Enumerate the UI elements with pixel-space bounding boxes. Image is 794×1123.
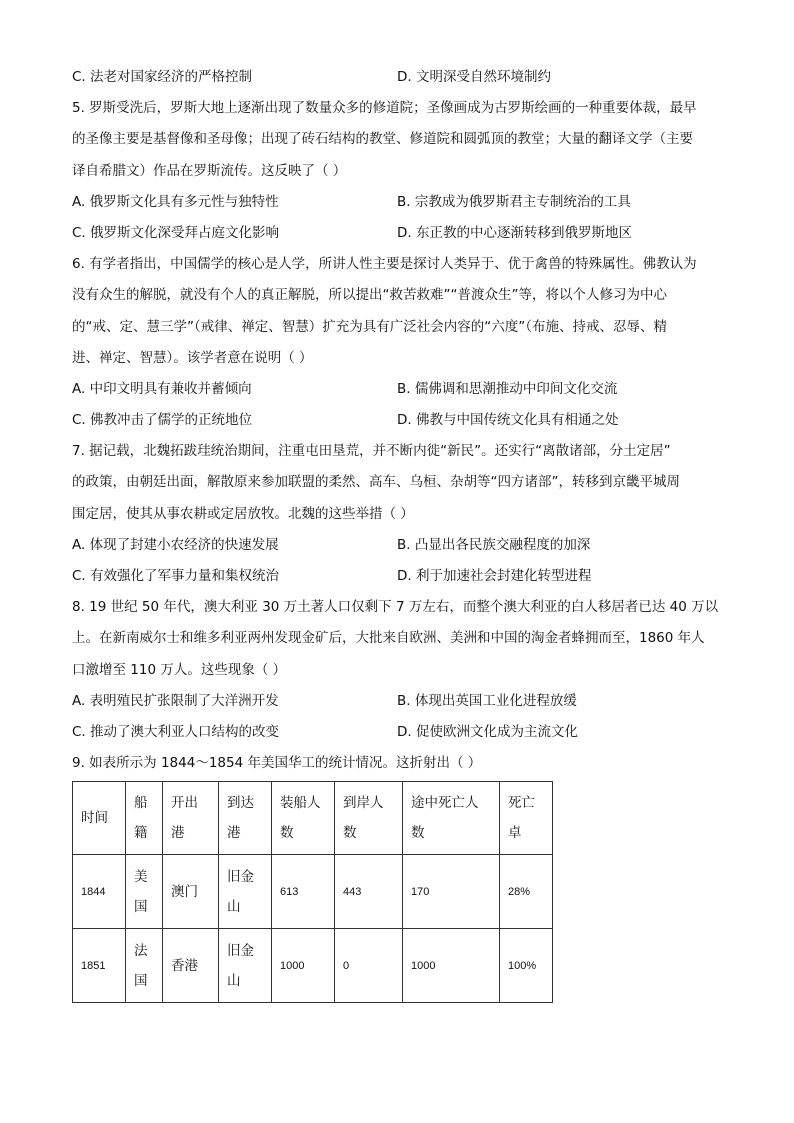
table-cell: 613 bbox=[272, 855, 335, 929]
q5-options-ab bbox=[72, 187, 722, 218]
question-stem-line: 译自希腊文）作品在罗斯流传。这反映了（ ） bbox=[72, 162, 347, 179]
header-cell: 船籍 bbox=[126, 782, 163, 855]
q5-option-a: A. 俄罗斯文化具有多元性与独特性 bbox=[72, 193, 279, 210]
q7-option-b: B. 凸显出各民族交融程度的加深 bbox=[397, 536, 591, 553]
table-cell: 1000 bbox=[403, 929, 500, 1003]
table-cell: 旧金山 bbox=[219, 855, 272, 929]
q8-option-d: D. 促使欧洲文化成为主流文化 bbox=[397, 723, 578, 740]
table-header-row bbox=[73, 782, 553, 855]
question-stem-line: 围定居，使其从事农耕或定居放牧。北魏的这些举措（ ） bbox=[72, 505, 414, 522]
q4-option-d: D. 文明深受自然环境制约 bbox=[397, 69, 551, 85]
table-cell: 香港 bbox=[163, 929, 219, 1003]
q5-option-b: B. 宗教成为俄罗斯君主专制统治的工具 bbox=[397, 193, 631, 210]
q6-options-cd bbox=[72, 405, 722, 436]
question-stem-line: 7. 据记载，北魏拓跋珪统治期间，注重屯田垦荒，并不断内徙“新民”。还实行“离散诸部，分土定居” bbox=[72, 443, 671, 460]
table-cell: 旧金山 bbox=[219, 929, 272, 1003]
q7-option-d: D. 利于加速社会封建化转型进程 bbox=[397, 568, 592, 584]
table-row bbox=[73, 929, 553, 1003]
question-stem-line: 6. 有学者指出，中国儒学的核心是人学，所讲人性主要是探讨人类异于、优于禽兽的特殊属性。佛教认为 bbox=[72, 256, 697, 273]
header-cell: 途中死亡人数 bbox=[403, 782, 500, 855]
q8-options-ab bbox=[72, 686, 722, 717]
question-stem-line: 的政策，由朝廷出面，解散原来参加联盟的柔然、高车、乌桓、杂胡等“四方诸部”，转移到京畿平城周 bbox=[72, 474, 680, 491]
q6-option-c: C. 佛教冲击了儒学的正统地位 bbox=[72, 412, 253, 429]
question-7 bbox=[72, 436, 722, 592]
header-cell: 开出港 bbox=[163, 782, 219, 855]
question-stem-line: 的“戒、定、慧三学”（戒律、禅定、智慧）扩充为具有广泛社会内容的“六度”（布施、持戒、忍辱、精 bbox=[72, 318, 667, 335]
header-cell: 到岸人数 bbox=[335, 782, 403, 855]
header-cell: 到达港 bbox=[219, 782, 272, 855]
q7-option-a: A. 体现了封建小农经济的快速发展 bbox=[72, 536, 279, 553]
q5-option-c: C. 俄罗斯文化深受拜占庭文化影响 bbox=[72, 224, 280, 241]
question-stem-line: 没有众生的解脱，就没有个人的真正解脱，所以提出“救苦救难”“普渡众生”等，将以个人修习为中心 bbox=[72, 287, 667, 304]
header-cell: 时间 bbox=[73, 782, 126, 855]
question-5 bbox=[72, 93, 722, 249]
q5-options-cd bbox=[72, 218, 722, 249]
table-cell: 1851 bbox=[73, 929, 126, 1003]
q6-option-a: A. 中印文明具有兼收并蓄倾向 bbox=[72, 380, 252, 397]
question-9 bbox=[72, 748, 722, 1003]
question-stem-line: 的圣像主要是基督像和圣母像；出现了砖石结构的教堂、修道院和圆弧顶的教堂；大量的翻译文学（主要 bbox=[72, 131, 693, 148]
question-stem-line: 上。在新南威尔士和维多利亚两州发现金矿后，大批来自欧洲、美洲和中国的淘金者蜂拥而至，1860 年人 bbox=[72, 630, 705, 647]
table-row bbox=[73, 855, 553, 929]
table-cell: 100% bbox=[500, 929, 553, 1003]
header-cell: 装船人数 bbox=[272, 782, 335, 855]
q8-option-c: C. 推动了澳大利亚人口结构的改变 bbox=[72, 723, 280, 740]
statistics-table bbox=[72, 781, 553, 1003]
table-cell: 170 bbox=[403, 855, 500, 929]
question-stem-line: 进、禅定、智慧）。该学者意在说明（ ） bbox=[72, 349, 313, 366]
question-stem-line: 8. 19 世纪 50 年代，澳大利亚 30 万土著人口仅剩下 7 万左右，而整个澳大利亚的白人移居者已达 40 万以 bbox=[72, 599, 719, 616]
q8-option-a: A. 表明殖民扩张限制了大洋洲开发 bbox=[72, 692, 279, 709]
table-cell: 1844 bbox=[73, 855, 126, 929]
q7-options-cd bbox=[72, 561, 722, 592]
question-stem-line: 口激增至 110 万人。这些现象（ ） bbox=[72, 661, 287, 678]
table-cell: 美国 bbox=[126, 855, 163, 929]
table-cell: 澳门 bbox=[163, 855, 219, 929]
q8-option-b: B. 体现出英国工业化进程放缓 bbox=[397, 692, 577, 709]
q7-options-ab bbox=[72, 530, 722, 561]
q4-options-cd bbox=[72, 62, 722, 93]
table-cell: 28% bbox=[500, 855, 553, 929]
question-stem-line: 9. 如表所示为 1844～1854 年美国华工的统计情况。这折射出（ ） bbox=[72, 755, 482, 772]
table-cell: 1000 bbox=[272, 929, 335, 1003]
question-6 bbox=[72, 249, 722, 436]
header-cell: 死亡卓 bbox=[500, 782, 553, 855]
exam-page bbox=[72, 62, 722, 1003]
question-8 bbox=[72, 592, 722, 748]
table-cell: 法国 bbox=[126, 929, 163, 1003]
q6-options-ab bbox=[72, 374, 722, 405]
q5-option-d: D. 东正教的中心逐渐转移到俄罗斯地区 bbox=[397, 224, 632, 241]
q6-option-b: B. 儒佛调和思潮推动中印间文化交流 bbox=[397, 380, 618, 397]
table-cell: 443 bbox=[335, 855, 403, 929]
q4-option-c: C. 法老对国家经济的严格控制 bbox=[72, 69, 253, 85]
q6-option-d: D. 佛教与中国传统文化具有相通之处 bbox=[397, 412, 619, 429]
q7-option-c: C. 有效强化了军事力量和集权统治 bbox=[72, 568, 280, 584]
question-stem-line: 5. 罗斯受洗后，罗斯大地上逐渐出现了数量众多的修道院；圣像画成为古罗斯绘画的一种重要体裁，最早 bbox=[72, 100, 697, 117]
q8-options-cd bbox=[72, 717, 722, 748]
table-cell: 0 bbox=[335, 929, 403, 1003]
